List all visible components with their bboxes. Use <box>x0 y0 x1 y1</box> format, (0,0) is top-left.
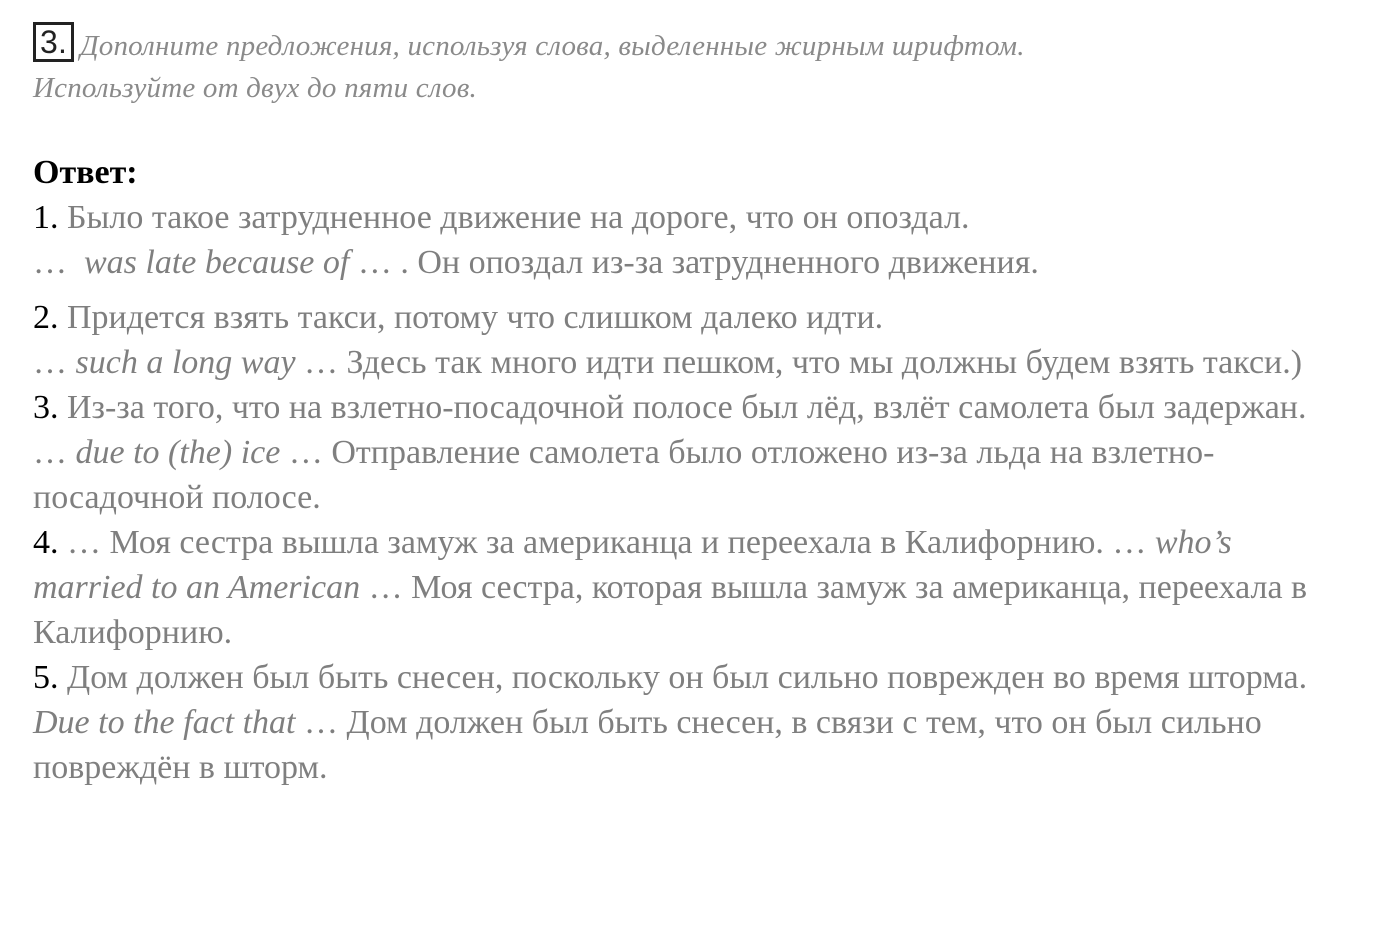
item-pre: … <box>33 434 76 471</box>
item-sentence: … Моя сестра вышла замуж за американца и переехала в Калифорнию. … <box>58 524 1147 561</box>
item-number: 2. <box>33 299 59 336</box>
item-translation: … Здесь так много идти пешком, что мы должны будем взять такси.) <box>295 344 1303 381</box>
task-instruction <box>33 22 1343 109</box>
item-translation: … Моя сестра, которая вышла замуж за американца, переехала в Калифорнию. <box>33 569 1308 651</box>
instruction-line-1: Дополните предложения, используя слова, выделенные жирным шрифтом. <box>80 30 1025 62</box>
answer-heading: Ответ: <box>33 154 138 191</box>
answer-item-4 <box>33 520 1343 655</box>
item-number: 5. <box>33 659 59 696</box>
item-sentence: Из-за того, что на взлетно-посадочной полосе был лёд, взлёт самолета был задержан. <box>58 389 1307 426</box>
answer-item-2 <box>33 295 1343 385</box>
item-english-phrase: Due to the fact that <box>33 704 296 741</box>
exercise-page <box>33 22 1343 790</box>
item-number: 4. <box>33 524 59 561</box>
answer-item-3 <box>33 385 1343 520</box>
item-number: 3. <box>33 389 59 426</box>
item-english-phrase: who’s married to an American <box>33 524 1232 606</box>
task-number-badge: 3. <box>33 22 74 62</box>
item-pre: … <box>33 344 76 381</box>
item-translation: … Дом должен был быть снесен, в связи с тем, что он был сильно повреждён в шторм. <box>33 704 1262 786</box>
item-sentence: Было такое затрудненное движение на дороге, что он опоздал. <box>58 199 970 236</box>
item-pre: … <box>33 244 84 281</box>
item-translation: … Отправление самолета было отложено из-за льда на взлетно-посадочной полосе. <box>33 434 1215 516</box>
item-sentence: Дом должен был быть снесен, поскольку он был сильно поврежден во время шторма. <box>58 659 1308 696</box>
item-english-phrase: was late because of <box>84 244 350 281</box>
item-sentence: Придется взять такси, потому что слишком далеко идти. <box>58 299 884 336</box>
answer-item-5 <box>33 655 1343 790</box>
item-translation: … . Он опоздал из-за затрудненного движения. <box>349 244 1039 281</box>
item-pre <box>1146 524 1155 561</box>
item-number: 1. <box>33 199 59 236</box>
answer-list <box>33 195 1343 790</box>
item-english-phrase: due to (the) ice <box>75 434 281 471</box>
instruction-line-2: Используйте от двух до пяти слов. <box>33 72 477 104</box>
item-english-phrase: such a long way <box>75 344 296 381</box>
answer-item-1 <box>33 195 1343 285</box>
